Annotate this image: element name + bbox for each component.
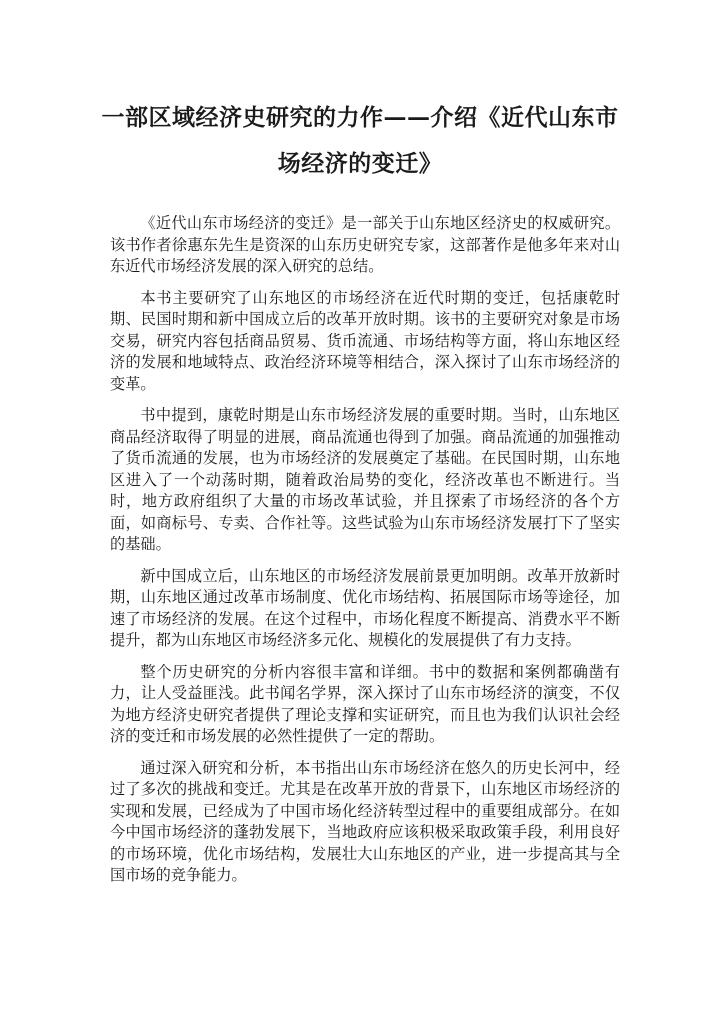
paragraph-3: 书中提到，康乾时期是山东市场经济发展的重要时期。当时，山东地区商品经济取得了明显的进展，商品流通也得到了加强。商品流通的加强推动了货币流通的发展，也为市场经济的发展奠定了基础。在民国时期，山东地区进入了一个动荡时期，随着政治局势的变化，经济改革也不断进行。当时，地方政府组织了大量的市场改革试验，并且探索了市场经济的各个方面，如商标号、专卖、合作社等。这些试验为山东市场经济发展打下了坚实的基础。	[110, 406, 620, 553]
paragraph-1: 《近代山东市场经济的变迁》是一部关于山东地区经济史的权威研究。该书作者徐惠东先生是资深的山东历史研究专家，这部著作是他多年来对山东近代市场经济发展的深入研究的总结。	[110, 214, 620, 275]
paragraph-4: 新中国成立后，山东地区的市场经济发展前景更加明朗。改革开放新时期，山东地区通过改革市场制度、优化市场结构、拓展国际市场等途径，加速了市场经济的发展。在这个过程中，市场化程度不断提高、消费水平不断提升，都为山东地区市场经济多元化、规模化的发展提供了有力支持。	[110, 566, 620, 649]
paragraph-6: 通过深入研究和分析，本书指出山东市场经济在悠久的历史长河中，经过了多次的挑战和变迁。尤其是在改革开放的背景下，山东地区市场经济的实现和发展，已经成为了中国市场化经济转型过程中的重要组成部分。在如今中国市场经济的蓬勃发展下，当地政府应该积极采取政策手段，利用良好的市场环境，优化市场结构，发展壮大山东地区的产业，进一步提高其与全国市场的竞争能力。	[110, 758, 620, 884]
article-body	[110, 213, 620, 897]
paragraph-2: 本书主要研究了山东地区的市场经济在近代时期的变迁，包括康乾时期、民国时期和新中国成立后的改革开放时期。该书的主要研究对象是市场交易，研究内容包括商品贸易、货币流通、市场结构等方面，将山东地区经济的发展和地域特点、政治经济环境等相结合，深入探讨了山东市场经济的变革。	[110, 288, 620, 393]
paragraph-5: 整个历史研究的分析内容很丰富和详细。书中的数据和案例都确凿有力，让人受益匪浅。此书闻名学界，深入探讨了山东市场经济的演变，不仅为地方经济史研究者提供了理论支撑和实证研究，而且也为我们认识社会经济的变迁和市场发展的必然性提供了一定的帮助。	[110, 662, 620, 745]
page-title-line-1: 一部区域经济史研究的力作——介绍《近代山东市	[101, 104, 619, 131]
page-title-line-2: 场经济的变迁》	[277, 150, 443, 177]
